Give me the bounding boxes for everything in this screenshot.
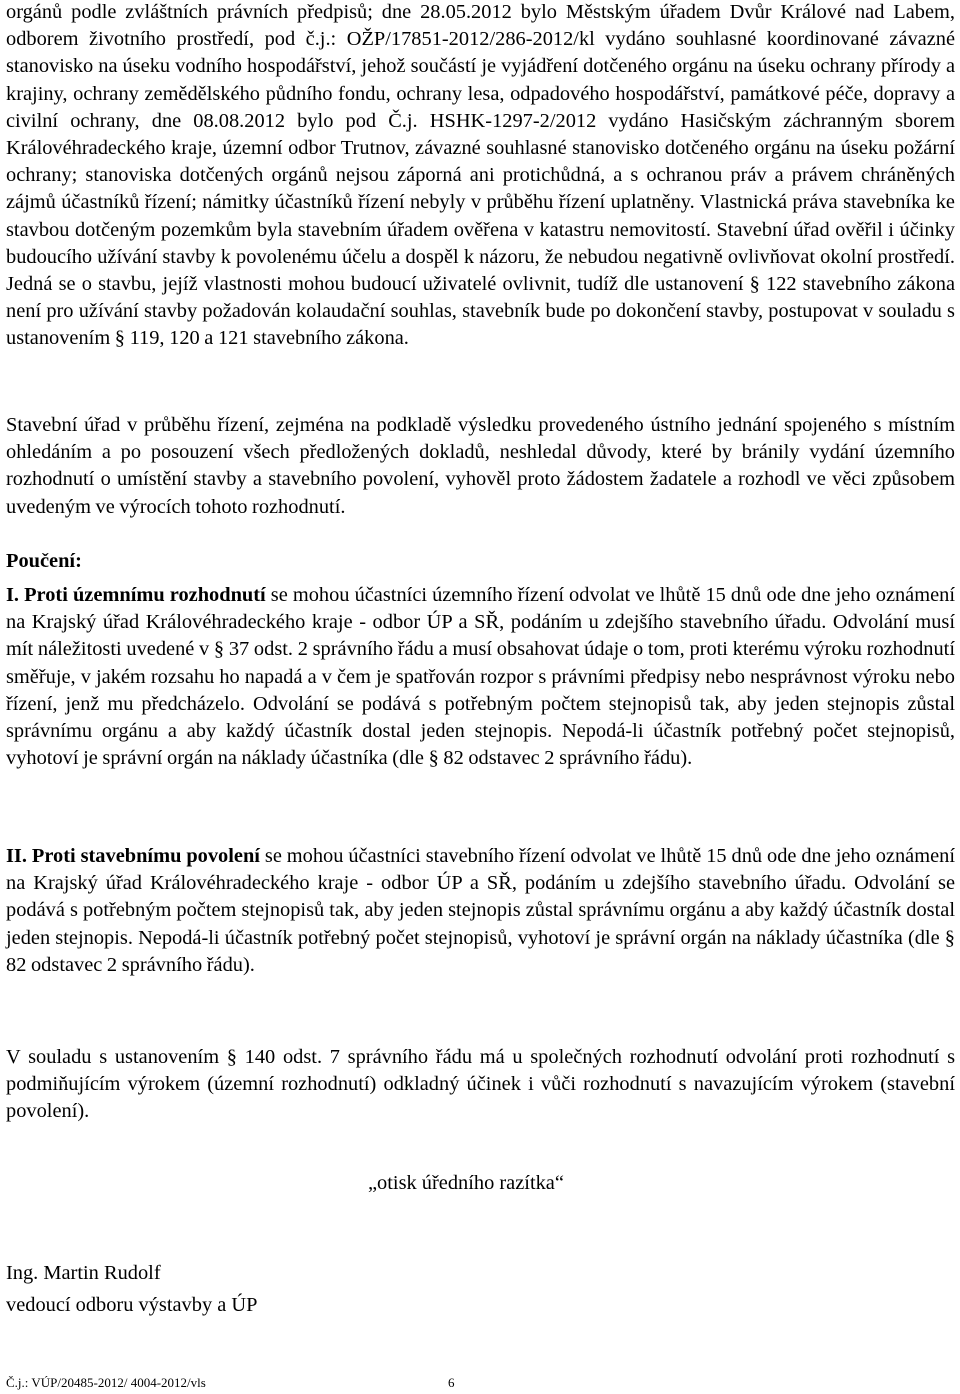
paragraph-appeal-building: [6, 843, 955, 979]
stamp-placeholder: „otisk úředního razítka“: [368, 1172, 564, 1194]
section-heading-pouceni: Poučení:: [6, 550, 82, 572]
signer-name: Ing. Martin Rudolf: [6, 1262, 161, 1284]
appeal-territorial-label: I. Proti územnímu rozhodnutí: [6, 584, 266, 606]
paragraph-appeal-territorial: [6, 582, 955, 772]
paragraph-reasoning: orgánů podle zvláštních právních předpisů; dne 28.05.2012 bylo Městským úřadem Dvůr Králové nad Labem, odborem životního prostředí, pod č.j.: OŽP/17851-2012/286-2012/kl vydáno souhlasné koordinované závazné stanovisko na úseku vodního hospodářství, jehož součástí je vyjádření dotčeného orgánu na úseku ochrany přírody a krajiny, ochrany zemědělského půdního fondu, ochrany lesa, odpadového hospodářství, památkové péče, dopravy a civilní ochrany, dne 08.08.2012 bylo pod Č.j. HSHK-1297-2/2012 vydáno Hasičským záchranným sborem Královéhradeckého kraje, územní odbor Trutnov, závazné souhlasné stanovisko dotčeného orgánu na úseku požární ochrany; stanoviska dotčených orgánů nejsou záporná ani protichůdná, a s ochranou práv a právem chráněných zájmů účastníků řízení; námitky účastníků řízení nebyly v průběhu řízení uplatněny. Vlastnická práva stavebníka ke stavbou dotčeným pozemkům byla stavebním úřadem ověřena v katastru nemovitostí. Stavební úřad ověřil i účinky budoucího užívání stavby k povolenému účelu a dospěl k názoru, že nebudou negativně ovlivňovat okolní prostředí. Jedná se o stavbu, jejíž vlastnosti mohou budoucí uživatelé ovlivnit, tudíž dle ustanovení § 122 stavebního zákona není pro užívání stavby požadován kolaudační souhlas, stavebník bude po dokončení stavby, postupovat v souladu s ustanovením § 119, 120 a 121 stavebního zákona.: [6, 1, 955, 350]
appeal-territorial-text: se mohou účastníci územního řízení odvolat ve lhůtě 15 dnů ode dne jeho oznámení na Krajský úřad Královéhradeckého kraje - odbor ÚP a SŘ, podáním u zdejšího stavebního úřadu. Odvolání musí mít náležitosti uvedené v § 37 odst. 2 správního řádu a musí obsahovat údaje o tom, proti kterému výroku rozhodnutí směřuje, v jakém rozsahu ho napadá a v čem je spatřován rozpor s právními předpisy nebo nesprávnost výroku nebo řízení, jenž mu předcházelo. Odvolání se podává s potřebným počtem stejnopisů tak, aby jeden stejnopis zůstal správnímu orgánu a aby každý účastník dostal jeden stejnopis. Nepodá-li účastník potřebný počet stejnopisů, vyhotoví je správní orgán na náklady účastníka (dle § 82 odstavec 2 správního řádu).: [6, 584, 956, 770]
appeal-building-text: se mohou účastníci stavebního řízení odvolat ve lhůtě 15 dnů ode dne jeho oznámení na Krajský úřad Královéhradeckého kraje - odbor ÚP a SŘ, podáním u zdejšího stavebního úřadu. Odvolání se podává s potřebným počtem stejnopisů tak, aby jeden stejnopis zůstal správnímu orgánu a aby každý účastník dostal jeden stejnopis. Nepodá-li účastník potřebný počet stejnopisů, vyhotoví je správní orgán na náklady účastníka (dle § 82 odstavec 2 správního řádu).: [6, 845, 955, 976]
paragraph-suspensive-effect: V souladu s ustanovením § 140 odst. 7 správního řádu má u společných rozhodnutí odvolání proti rozhodnutí s podmiňujícím výrokem (územní rozhodnutí) odkladný účinek i vůči rozhodnutí s navazujícím výrokem (stavební povolení).: [6, 1046, 955, 1123]
paragraph-conclusion: Stavební úřad v průběhu řízení, zejména na podkladě výsledku provedeného ústního jednání spojeného s místním ohledáním a po posouzení všech předložených dokladů, neshledal důvody, které by bránily vydání územního rozhodnutí o umístění stavby a stavebního povolení, vyhověl proto žádostem žadatele a rozhodl ve věci způsobem uvedeným ve výrocích tohoto rozhodnutí.: [6, 414, 955, 518]
footer-page-number: 6: [448, 1375, 455, 1390]
appeal-building-label: II. Proti stavebnímu povolení: [6, 845, 260, 867]
footer-reference: Č.j.: VÚP/20485-2012/ 4004-2012/vls: [6, 1375, 206, 1390]
signer-title: vedoucí odboru výstavby a ÚP: [6, 1294, 258, 1316]
